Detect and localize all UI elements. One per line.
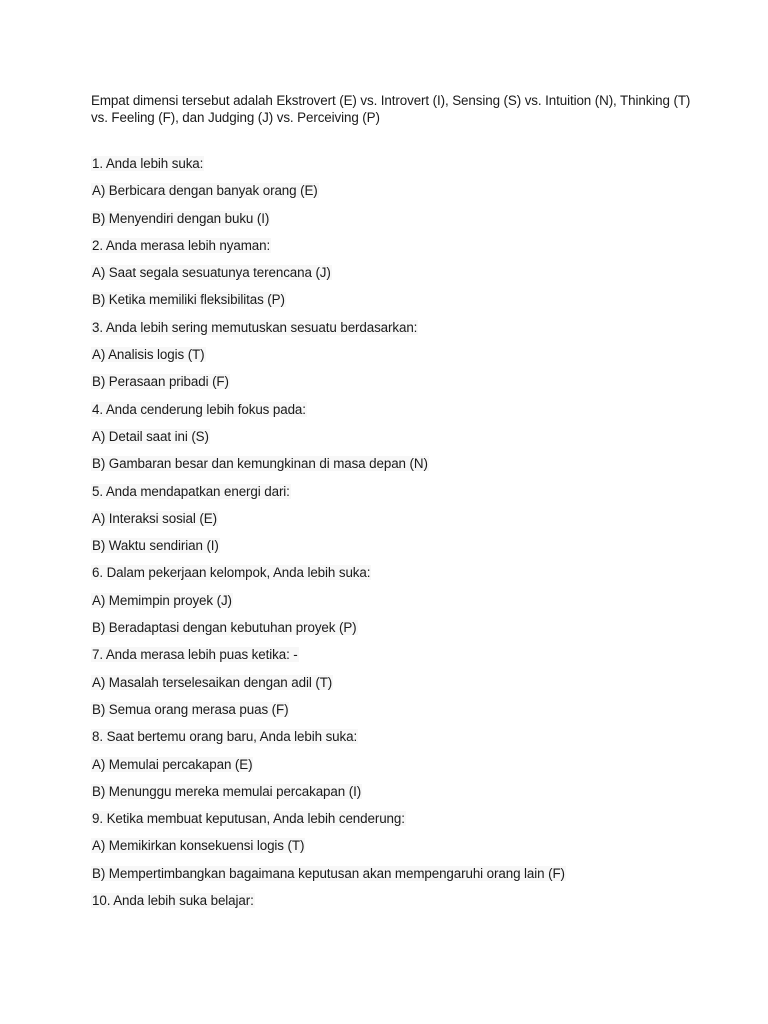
- option-line: [91, 455, 731, 482]
- option-line: [91, 701, 731, 728]
- question-line: [91, 892, 731, 919]
- option-line: [91, 291, 731, 318]
- option-line: [91, 674, 731, 701]
- question-text: 8. Saat bertemu orang baru, Anda lebih suka:: [92, 729, 358, 745]
- option-line: [91, 837, 731, 864]
- option-text: A) Analisis logis (T): [92, 347, 205, 363]
- option-text: B) Semua orang merasa puas (F): [92, 701, 289, 717]
- option-line: [91, 346, 731, 373]
- question-line: [91, 237, 731, 264]
- option-line: [91, 537, 731, 564]
- option-text: A) Berbicara dengan banyak orang (E): [92, 183, 318, 199]
- option-line: [91, 210, 731, 237]
- option-text: B) Waktu sendirian (I): [92, 538, 219, 554]
- option-text: B) Perasaan pribadi (F): [92, 374, 229, 390]
- option-line: [91, 865, 731, 892]
- option-text: B) Ketika memiliki fleksibilitas (P): [92, 292, 285, 308]
- option-line: [91, 783, 731, 810]
- option-line: [91, 428, 731, 455]
- option-line: [91, 264, 731, 291]
- option-line: [91, 592, 731, 619]
- question-text: 5. Anda mendapatkan energi dari:: [92, 483, 290, 499]
- option-text: B) Beradaptasi dengan kebutuhan proyek (P): [92, 620, 357, 636]
- question-line: [91, 646, 731, 673]
- question-line: [91, 155, 731, 182]
- option-line: [91, 756, 731, 783]
- question-line: [91, 810, 731, 837]
- question-line: [91, 319, 731, 346]
- option-line: [91, 510, 731, 537]
- question-line: [91, 564, 731, 591]
- option-text: A) Interaksi sosial (E): [92, 510, 217, 526]
- option-text: A) Saat segala sesuatunya terencana (J): [92, 265, 331, 281]
- question-text: 10. Anda lebih suka belajar:: [92, 893, 254, 909]
- option-line: [91, 373, 731, 400]
- question-text: 4. Anda cenderung lebih fokus pada:: [92, 401, 306, 417]
- option-text: B) Menunggu mereka memulai percakapan (I): [92, 783, 362, 799]
- question-text: 1. Anda lebih suka:: [92, 156, 204, 171]
- question-text: 7. Anda merasa lebih puas ketika: -: [92, 647, 298, 663]
- question-text: 2. Anda merasa lebih nyaman:: [92, 237, 271, 253]
- option-text: B) Gambaran besar dan kemungkinan di masa depan (N): [92, 456, 428, 472]
- option-text: B) Mempertimbangkan bagaimana keputusan akan mempengaruhi orang lain (F): [92, 865, 565, 881]
- question-line: [91, 483, 731, 510]
- option-line: [91, 619, 731, 646]
- intro-paragraph: Empat dimensi tersebut adalah Ekstrovert (E) vs. Introvert (I), Sensing (S) vs. Intuition (N), Thinking (T) vs. Feeling (F), dan Judging (J) vs. Perceiving (P): [91, 93, 691, 125]
- option-text: A) Memulai percakapan (E): [92, 756, 253, 772]
- question-text: 9. Ketika membuat keputusan, Anda lebih cenderung:: [92, 811, 405, 827]
- option-text: A) Memimpin proyek (J): [92, 592, 232, 608]
- question-text: 6. Dalam pekerjaan kelompok, Anda lebih suka:: [92, 565, 371, 581]
- question-text: 3. Anda lebih sering memutuskan sesuatu berdasarkan:: [92, 319, 418, 335]
- option-text: A) Masalah terselesaikan dengan adil (T): [92, 674, 333, 690]
- option-text: A) Detail saat ini (S): [92, 428, 209, 444]
- question-line: [91, 401, 731, 428]
- question-line: [91, 728, 731, 755]
- option-text: B) Menyendiri dengan buku (I): [92, 210, 270, 226]
- question-list: [91, 155, 731, 919]
- option-line: [91, 182, 731, 209]
- option-text: A) Memikirkan konsekuensi logis (T): [92, 838, 305, 854]
